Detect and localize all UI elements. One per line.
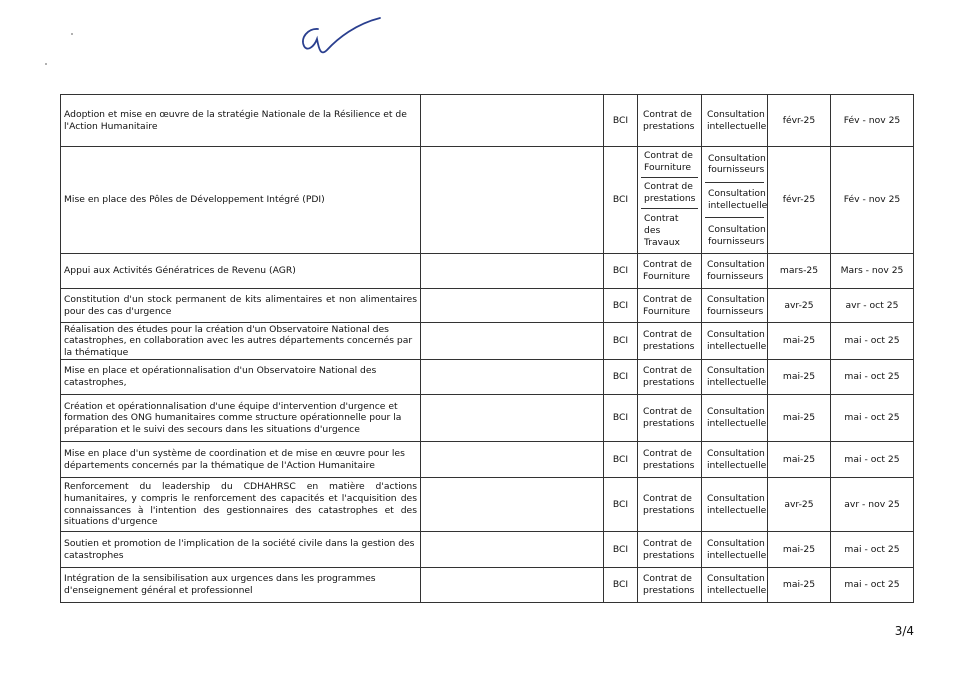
blank-cell	[421, 360, 604, 395]
funding-source-cell: BCI	[604, 254, 638, 289]
execution-period-cell: Mars - nov 25	[831, 254, 914, 289]
contract-type-cell	[638, 532, 702, 568]
execution-period-cell: avr - oct 25	[831, 289, 914, 323]
contract-type-list	[641, 147, 698, 253]
blank-cell	[421, 289, 604, 323]
contract-type-cell	[638, 478, 702, 532]
contract-type-cell	[638, 568, 702, 603]
procurement-method-cell	[702, 289, 768, 323]
page-number: 3/4	[894, 624, 914, 638]
execution-period-cell: mai - oct 25	[831, 323, 914, 360]
execution-period-cell: avr - nov 25	[831, 478, 914, 532]
contract-type-cell	[638, 360, 702, 395]
procurement-method-cell	[702, 532, 768, 568]
blank-cell	[421, 532, 604, 568]
contract-type-item: Contrat de prestations	[641, 177, 698, 208]
contract-type-cell	[638, 289, 702, 323]
execution-period-cell: mai - oct 25	[831, 442, 914, 478]
procurement-method-cell	[702, 95, 768, 147]
blank-cell	[421, 442, 604, 478]
table-row	[61, 289, 914, 323]
procurement-method-item: Consultation fournisseurs	[708, 152, 766, 176]
activity-cell: Constitution d'un stock permanent de kits alimentaires et non alimentaires pour des cas d'urgence	[61, 289, 421, 323]
table-row	[61, 254, 914, 289]
table-row	[61, 395, 914, 442]
procurement-method-text: Consultation intellectuelle	[707, 406, 767, 429]
procurement-method-cell	[702, 395, 768, 442]
procurement-method-text: Consultation intellectuelle	[707, 573, 767, 596]
procurement-method-list	[705, 147, 768, 253]
scan-speck	[71, 33, 73, 35]
activity-cell: Mise en place d'un système de coordination et de mise en œuvre pour les départements concernés par la thématique de l'Action Humanitaire	[61, 442, 421, 478]
launch-date-cell: mai-25	[768, 568, 831, 603]
contract-type-text: Contrat de prestations	[643, 537, 695, 561]
procurement-method-text: Consultation intellectuelle	[707, 329, 767, 352]
procurement-method-cell	[702, 360, 768, 395]
launch-date-cell: mars-25	[768, 254, 831, 289]
launch-date-cell: avr-25	[768, 478, 831, 532]
procurement-method-text: Consultation fournisseurs	[707, 293, 765, 317]
funding-source-cell: BCI	[604, 147, 638, 254]
execution-period-cell: mai - oct 25	[831, 532, 914, 568]
table-row	[61, 442, 914, 478]
blank-cell	[421, 395, 604, 442]
activity-cell: Appui aux Activités Génératrices de Revenu (AGR)	[61, 254, 421, 289]
launch-date-cell: févr-25	[768, 147, 831, 254]
execution-period-cell: mai - oct 25	[831, 568, 914, 603]
blank-cell	[421, 323, 604, 360]
procurement-method-cell	[702, 442, 768, 478]
contract-type-text: Contrat de prestations	[643, 108, 695, 132]
contract-type-item: Contrat de Fourniture	[644, 150, 693, 173]
procurement-method-text: Consultation intellectuelle	[707, 492, 767, 516]
contract-type-cell	[638, 254, 702, 289]
funding-source-cell: BCI	[604, 323, 638, 360]
contract-type-text: Contrat de prestations	[643, 406, 695, 429]
launch-date-cell: févr-25	[768, 95, 831, 147]
procurement-method-item: Consultation fournisseurs	[705, 218, 764, 253]
procurement-method-cell	[702, 254, 768, 289]
launch-date-cell: mai-25	[768, 532, 831, 568]
contract-type-text: Contrat de prestations	[643, 329, 695, 352]
execution-period-cell: mai - oct 25	[831, 395, 914, 442]
table-row	[61, 532, 914, 568]
contract-type-text: Contrat de Fourniture	[643, 259, 692, 282]
launch-date-cell: mai-25	[768, 442, 831, 478]
activity-cell: Mise en place et opérationnalisation d'un Observatoire National des catastrophes,	[61, 360, 421, 395]
execution-period-cell: mai - oct 25	[831, 360, 914, 395]
contract-type-cell	[638, 95, 702, 147]
activity-cell: Adoption et mise en œuvre de la stratégie Nationale de la Résilience et de l'Action Humanitaire	[61, 95, 421, 147]
procurement-method-cell	[702, 478, 768, 532]
activity-cell: Création et opérationnalisation d'une équipe d'intervention d'urgence et formation des ONG humanitaires comme structure opérationnelle pour la préparation et le suivi des secours dans les situations d'urgence	[61, 395, 421, 442]
procurement-method-text: Consultation intellectuelle	[707, 365, 767, 388]
activity-cell: Soutien et promotion de l'implication de la société civile dans la gestion des catastrophes	[61, 532, 421, 568]
blank-cell	[421, 568, 604, 603]
table-row	[61, 147, 914, 254]
funding-source-cell: BCI	[604, 95, 638, 147]
activity-cell: Renforcement du leadership du CDHAHRSC en matière d'actions humanitaires, y compris le renforcement des capacités et l'acquisition des connaissances à l'intention des gestionnaires des catastrophes et des situations d'urgence	[61, 478, 421, 532]
funding-source-cell: BCI	[604, 289, 638, 323]
table-row	[61, 568, 914, 603]
funding-source-cell: BCI	[604, 478, 638, 532]
contract-type-text: Contrat de prestations	[643, 447, 695, 471]
table-row	[61, 360, 914, 395]
blank-cell	[421, 147, 604, 254]
blank-cell	[421, 478, 604, 532]
contract-type-cell	[638, 323, 702, 360]
launch-date-cell: avr-25	[768, 289, 831, 323]
blank-cell	[421, 95, 604, 147]
contract-type-item: Contrat des Travaux	[641, 208, 698, 253]
procurement-method-cell	[702, 568, 768, 603]
activity-cell: Mise en place des Pôles de Développement Intégré (PDI)	[61, 147, 421, 254]
funding-source-cell: BCI	[604, 360, 638, 395]
activity-cell: Intégration de la sensibilisation aux urgences dans les programmes d'enseignement général et professionnel	[61, 568, 421, 603]
procurement-method-text: Consultation intellectuelle	[707, 537, 767, 561]
launch-date-cell: mai-25	[768, 360, 831, 395]
contract-type-text: Contrat de prestations	[643, 365, 695, 388]
funding-source-cell: BCI	[604, 532, 638, 568]
procurement-method-cell	[702, 147, 768, 254]
contract-type-cell	[638, 147, 702, 254]
contract-type-cell	[638, 395, 702, 442]
procurement-method-text: Consultation intellectuelle	[707, 447, 767, 471]
contract-type-cell	[638, 442, 702, 478]
contract-type-text: Contrat de Fourniture	[643, 293, 692, 317]
table-row	[61, 323, 914, 360]
handwritten-signature-icon	[296, 12, 396, 62]
launch-date-cell: mai-25	[768, 395, 831, 442]
execution-period-cell: Fév - nov 25	[831, 95, 914, 147]
table-row	[61, 95, 914, 147]
execution-period-cell: Fév - nov 25	[831, 147, 914, 254]
activity-cell: Réalisation des études pour la création d'un Observatoire National des catastrophes, en collaboration avec les autres départements concernés par la thématique	[61, 323, 421, 360]
procurement-method-text: Consultation fournisseurs	[707, 259, 765, 282]
procurement-method-item: Consultation intellectuelle	[705, 182, 764, 218]
procurement-method-cell	[702, 323, 768, 360]
funding-source-cell: BCI	[604, 442, 638, 478]
procurement-plan-table	[60, 94, 914, 603]
funding-source-cell: BCI	[604, 568, 638, 603]
blank-cell	[421, 254, 604, 289]
table-row	[61, 478, 914, 532]
scan-speck	[45, 63, 47, 65]
contract-type-text: Contrat de prestations	[643, 573, 695, 596]
procurement-method-text: Consultation intellectuelle	[707, 108, 767, 132]
launch-date-cell: mai-25	[768, 323, 831, 360]
contract-type-text: Contrat de prestations	[643, 492, 695, 516]
funding-source-cell: BCI	[604, 395, 638, 442]
